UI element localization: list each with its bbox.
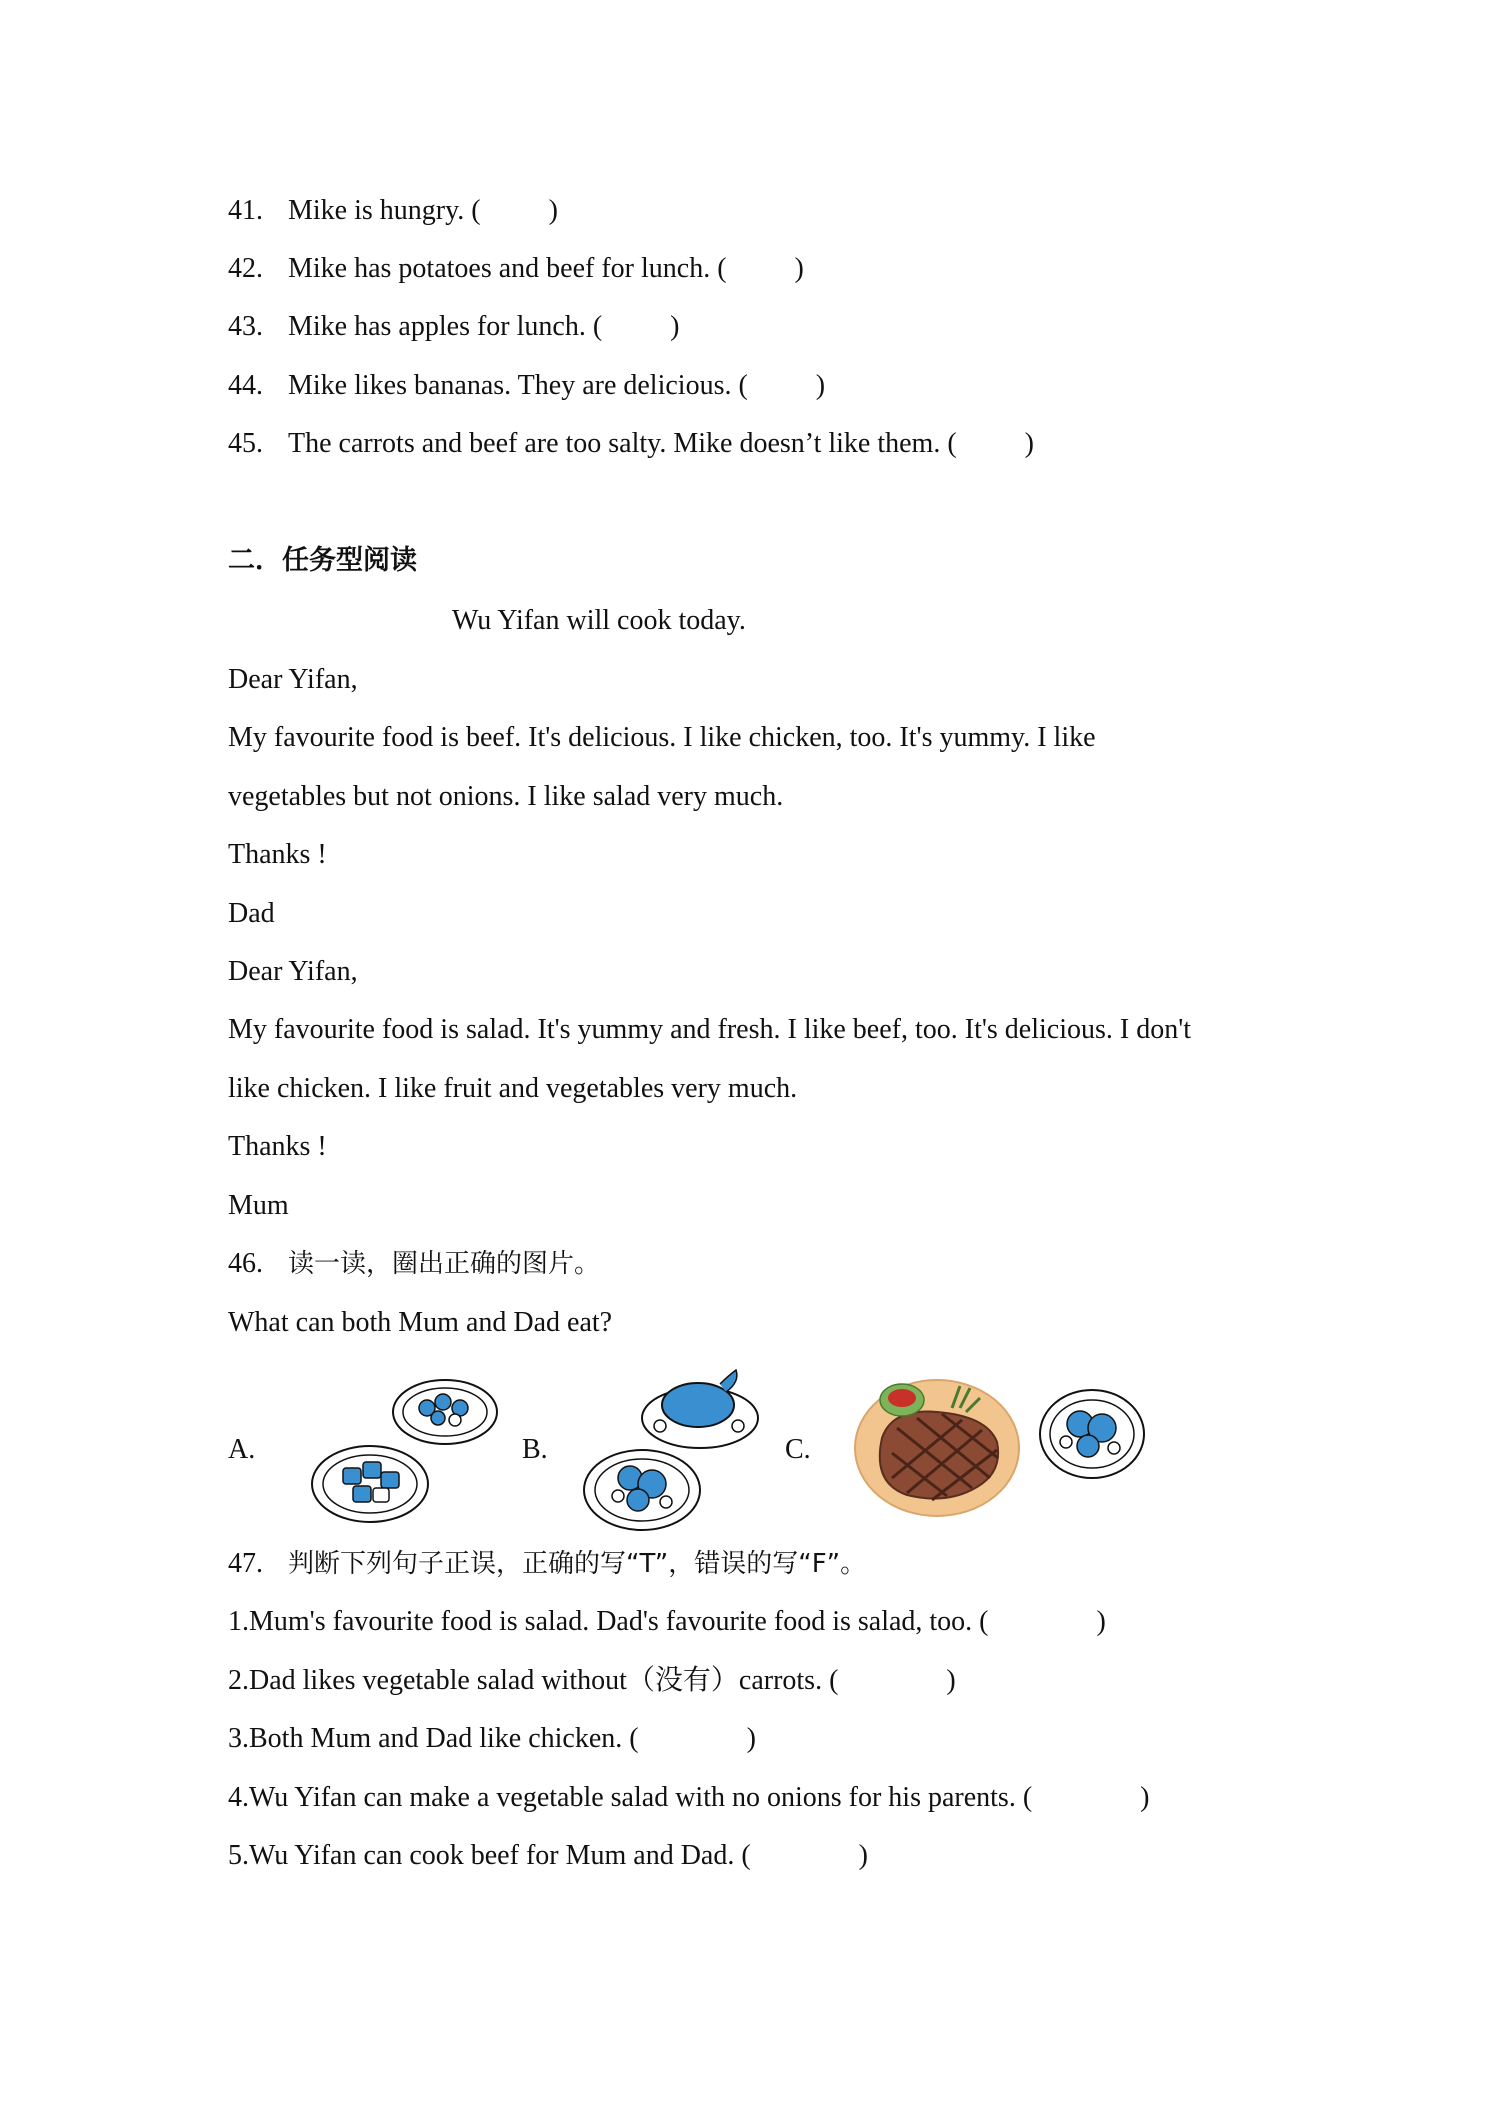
question-41: 41. Mike is hungry. ( ) [228, 195, 558, 226]
question-43: 43. Mike has apples for lunch. ( ) [228, 311, 680, 342]
question-47: 47. 判断下列句子正误，正确的写“T”，错误的写“F”。 [228, 1548, 867, 1579]
section-heading: 二．任务型阅读 [228, 545, 417, 576]
option-c-label: C. [785, 1434, 811, 1465]
question-45: 45. The carrots and beef are too salty. Mike doesn’t like them. ( ) [228, 428, 1034, 459]
question-44: 44. Mike likes bananas. They are delicious. ( ) [228, 370, 826, 401]
letter2-signature: Mum [228, 1190, 289, 1221]
letter1-signature: Dad [228, 898, 275, 929]
q47-item-5: 5.Wu Yifan can cook beef for Mum and Dad. ( ) [228, 1840, 868, 1871]
chicken-and-salad-icon[interactable] [580, 1360, 770, 1542]
steak-and-salad-icon[interactable] [852, 1368, 1152, 1518]
letter1-greeting: Dear Yifan, [228, 664, 358, 695]
letter2-body-line1: My favourite food is salad. It's yummy and fresh. I like beef, too. It's delicious. I don't [228, 1014, 1192, 1045]
q47-item-4: 4.Wu Yifan can make a vegetable salad with no onions for his parents. ( ) [228, 1782, 1150, 1813]
salad-plates-icon[interactable] [305, 1372, 505, 1534]
letter1-thanks: Thanks ! [228, 839, 327, 870]
option-a-label: A. [228, 1434, 256, 1465]
q47-item-3: 3.Both Mum and Dad like chicken. ( ) [228, 1723, 756, 1754]
question-46: 46. 读一读，圈出正确的图片。 [228, 1248, 601, 1279]
passage-title: Wu Yifan will cook today. [452, 605, 746, 636]
q47-item-2: 2.Dad likes vegetable salad without（没有）carrots. ( ) [228, 1665, 956, 1696]
option-b-label: B. [522, 1434, 548, 1465]
letter2-thanks: Thanks ! [228, 1131, 327, 1162]
question-46-prompt: What can both Mum and Dad eat? [228, 1307, 613, 1338]
letter1-body-line2: vegetables but not onions. I like salad very much. [228, 781, 784, 812]
letter2-greeting: Dear Yifan, [228, 956, 358, 987]
question-42: 42. Mike has potatoes and beef for lunch. ( ) [228, 253, 804, 284]
letter2-body-line2: like chicken. I like fruit and vegetables very much. [228, 1073, 798, 1104]
q47-item-1: 1.Mum's favourite food is salad. Dad's favourite food is salad, too. ( ) [228, 1606, 1106, 1637]
letter1-body-line1: My favourite food is beef. It's delicious. I like chicken, too. It's yummy. I like [228, 722, 1096, 753]
